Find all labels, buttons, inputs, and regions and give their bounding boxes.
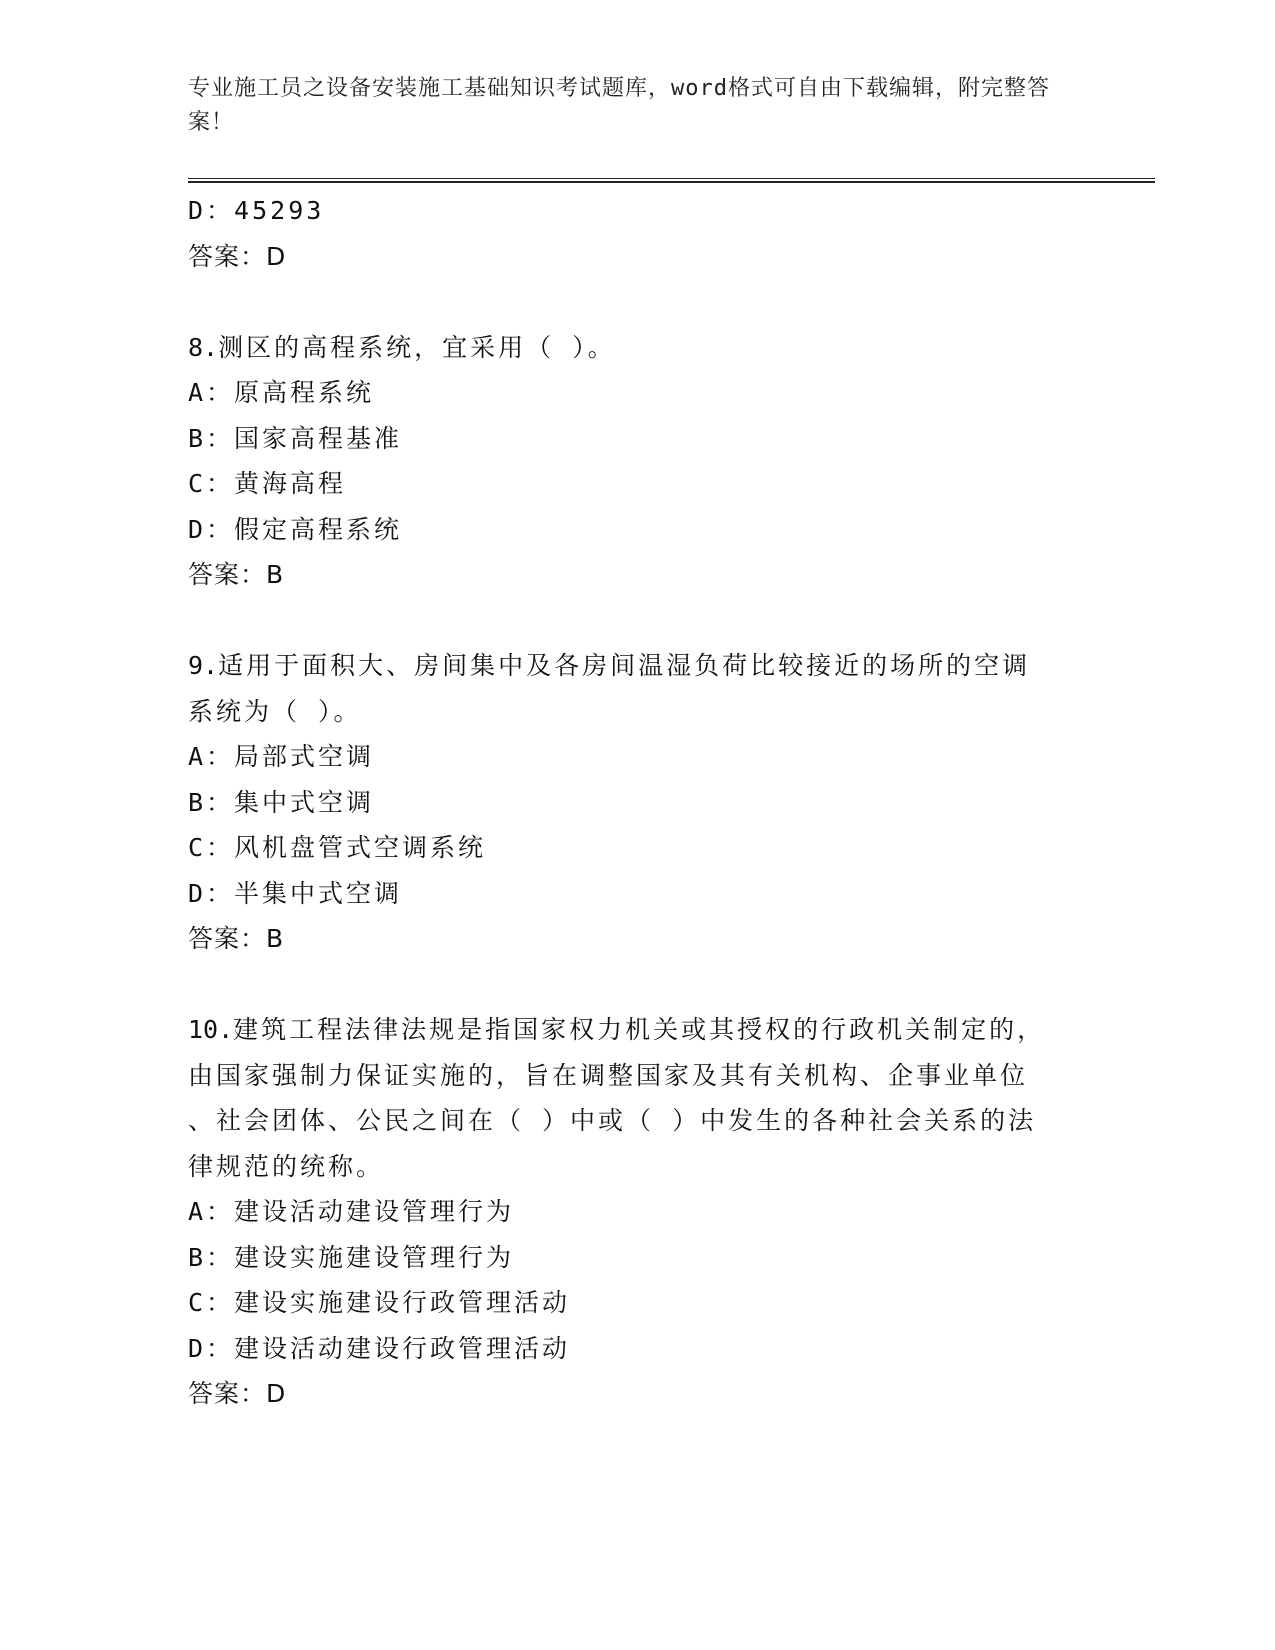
question-text-line-2: 由国家强制力保证实施的，旨在调整国家及其有关机构、企事业单位 (188, 1060, 1029, 1090)
question-9 (188, 643, 1078, 962)
question-number: 10. (188, 1015, 234, 1044)
option-b: B：集中式空调 (188, 787, 375, 817)
document-title: 专业施工员之设备安装施工基础知识考试题库，word格式可自由下载编辑，附完整答案！ (188, 76, 1050, 135)
question-list (188, 188, 1078, 1417)
spacer (188, 279, 1078, 325)
answer: 答案：B (188, 560, 285, 589)
answer: 答案：B (188, 924, 285, 953)
option-c: C：风机盘管式空调系统 (188, 833, 487, 862)
option-c: C：建设实施建设行政管理活动 (188, 1288, 571, 1317)
answer: 答案：D (188, 241, 287, 271)
answer: 答案：D (188, 1379, 287, 1408)
question-text-line-1: 适用于面积大、房间集中及各房间温湿负荷比较接近的场所的空调 (218, 651, 1031, 680)
option-d: D：假定高程系统 (188, 514, 403, 544)
option-d: D：半集中式空调 (188, 878, 403, 908)
option-b: B：国家高程基准 (188, 423, 403, 453)
header-divider (188, 178, 1155, 183)
option-c: C：黄海高程 (188, 469, 347, 498)
option-a: A：原高程系统 (188, 378, 375, 407)
option-d: D：建设活动建设行政管理活动 (188, 1333, 571, 1363)
option-d: D：45293 (188, 196, 325, 225)
question-stem (188, 325, 1078, 371)
question-number: 9. (188, 651, 219, 680)
question-text-line-2: 系统为（ ）。 (188, 696, 362, 726)
spacer (188, 598, 1078, 644)
question-number: 8. (188, 332, 219, 362)
question-stem (188, 643, 1078, 689)
question-stem (188, 1007, 1078, 1053)
option-a: A：建设活动建设管理行为 (188, 1197, 515, 1226)
question-10 (188, 1007, 1078, 1417)
question-text-line-1: 建筑工程法律法规是指国家权力机关或其授权的行政机关制定的， (233, 1015, 1046, 1044)
question-text-line-3: 、社会团体、公民之间在（ ）中或（ ）中发生的各种社会关系的法 (188, 1106, 1037, 1135)
question-text-line-4: 律规范的统称。 (188, 1151, 385, 1181)
option-b: B：建设实施建设管理行为 (188, 1242, 515, 1272)
spacer (188, 962, 1078, 1008)
page-header (188, 72, 1078, 140)
question-8 (188, 325, 1078, 598)
option-a: A：局部式空调 (188, 742, 375, 771)
question-text: 测区的高程系统，宜采用（ ）。 (218, 332, 616, 362)
